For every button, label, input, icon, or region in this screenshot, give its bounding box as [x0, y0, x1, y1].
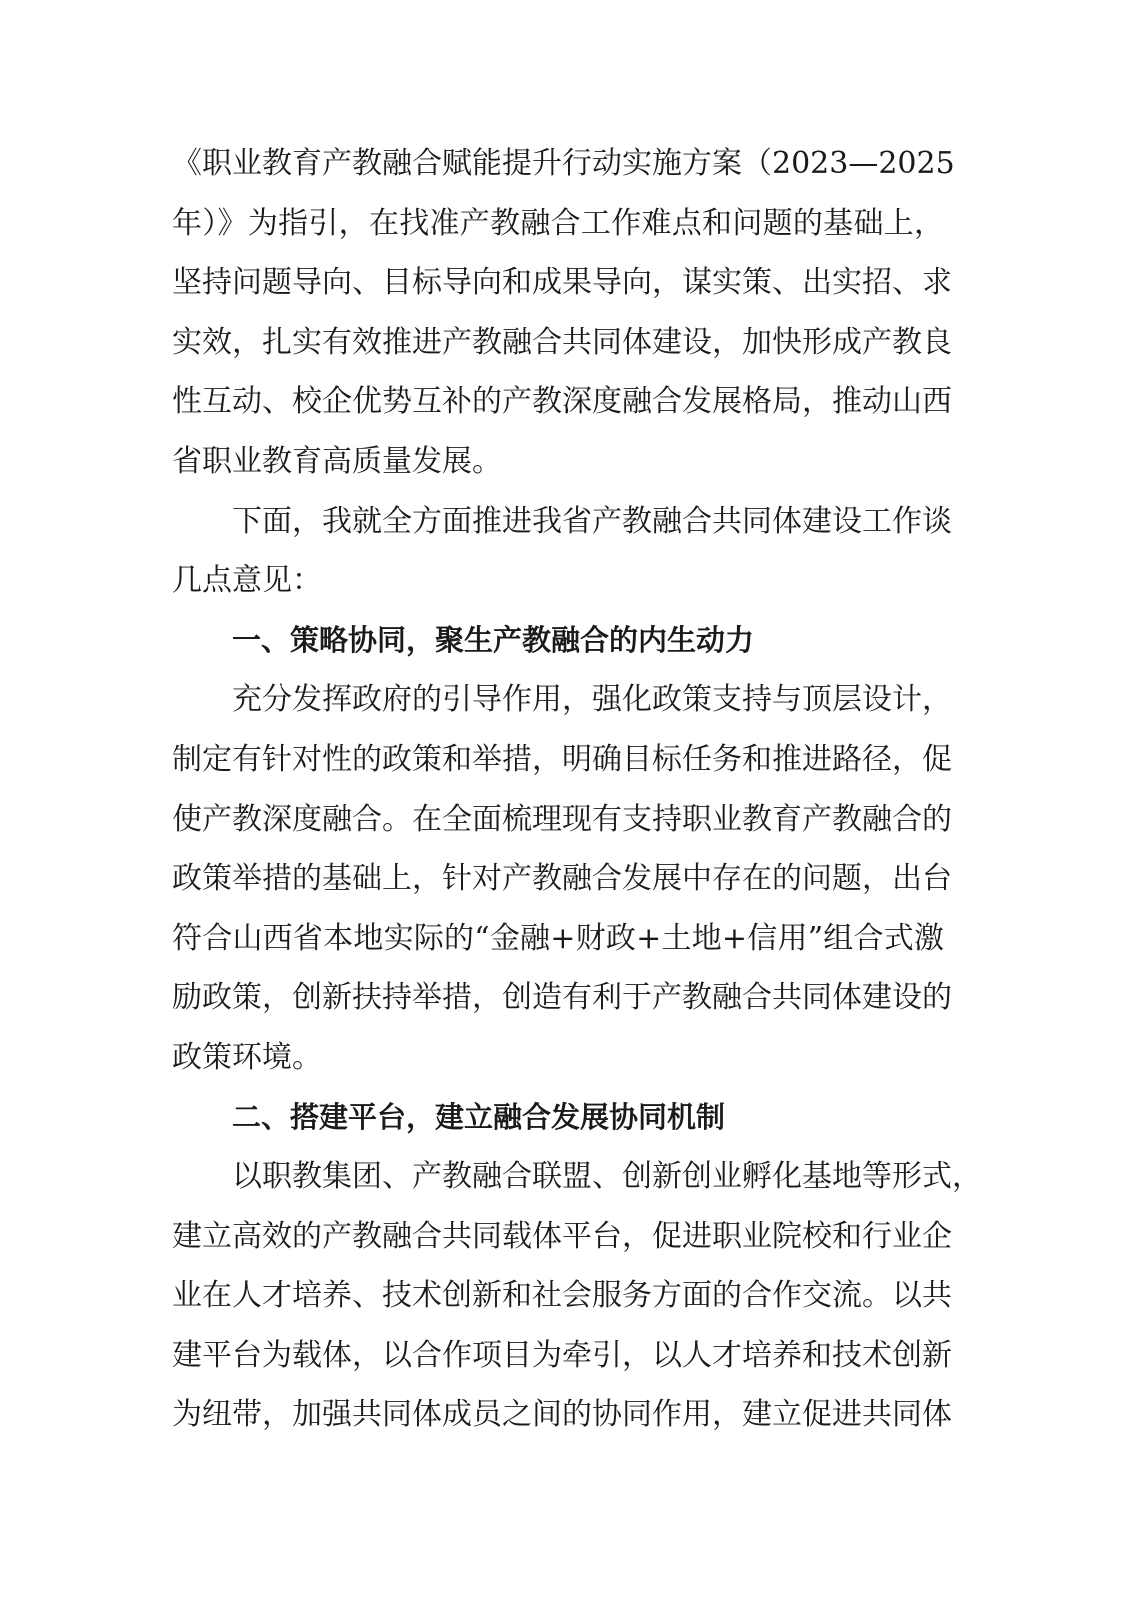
- section-heading-1: [172, 611, 944, 671]
- text-line: 建平台为载体，以合作项目为牵引，以人才培养和技术创新: [172, 1337, 952, 1373]
- paragraph-intro-continued: [172, 134, 955, 492]
- text-line: 年）》为指引，在找准产教融合工作难点和问题的基础上，: [172, 205, 944, 241]
- text-line: 性互动、校企优势互补的产教深度融合发展格局，推动山西: [172, 384, 952, 420]
- text-line: 符合山西省本地实际的“金融+财政+土地+信用”组合式激: [172, 920, 944, 956]
- text-line: 坚持问题导向、目标导向和成果导向，谋实策、出实招、求: [172, 265, 952, 301]
- text-line: 以职教集团、产教融合联盟、创新创业孵化基地等形式，: [232, 1159, 982, 1195]
- text-line: 建立高效的产教融合共同载体平台，促进职业院校和行业企: [172, 1218, 952, 1254]
- text-line: 充分发挥政府的引导作用，强化政策支持与顶层设计，: [232, 682, 952, 718]
- text-line: 《职业教育产教融合赋能提升行动实施方案（2023—2025: [172, 146, 955, 181]
- text-line: 制定有针对性的政策和举措，明确目标任务和推进路径，促: [172, 741, 952, 777]
- paragraph-platform: [172, 1147, 982, 1445]
- text-line: 使产教深度融合。在全面梳理现有支持职业教育产教融合的: [172, 801, 952, 837]
- text-line: 业在人才培养、技术创新和社会服务方面的合作交流。以共: [172, 1278, 952, 1314]
- paragraph-opinions-intro: [172, 492, 952, 611]
- text-line: 几点意见：: [172, 563, 322, 599]
- paragraph-policy: [172, 670, 952, 1087]
- text-line: 政策环境。: [172, 1039, 322, 1075]
- text-line: 为纽带，加强共同体成员之间的协同作用，建立促进共同体: [172, 1397, 952, 1433]
- section-heading-2: [172, 1088, 944, 1148]
- text-line: 下面，我就全方面推进我省产教融合共同体建设工作谈: [232, 503, 952, 539]
- heading-text: 二、搭建平台，建立融合发展协同机制: [232, 1099, 726, 1134]
- text-line: 实效，扎实有效推进产教融合共同体建设，加快形成产教良: [172, 324, 952, 360]
- text-line: 励政策，创新扶持举措，创造有利于产教融合共同体建设的: [172, 980, 952, 1016]
- heading-text: 一、策略协同，聚生产教融合的内生动力: [232, 622, 755, 657]
- text-line: 省职业教育高质量发展。: [172, 443, 502, 479]
- document-page: [172, 134, 982, 1445]
- text-line: 政策举措的基础上，针对产教融合发展中存在的问题，出台: [172, 861, 952, 897]
